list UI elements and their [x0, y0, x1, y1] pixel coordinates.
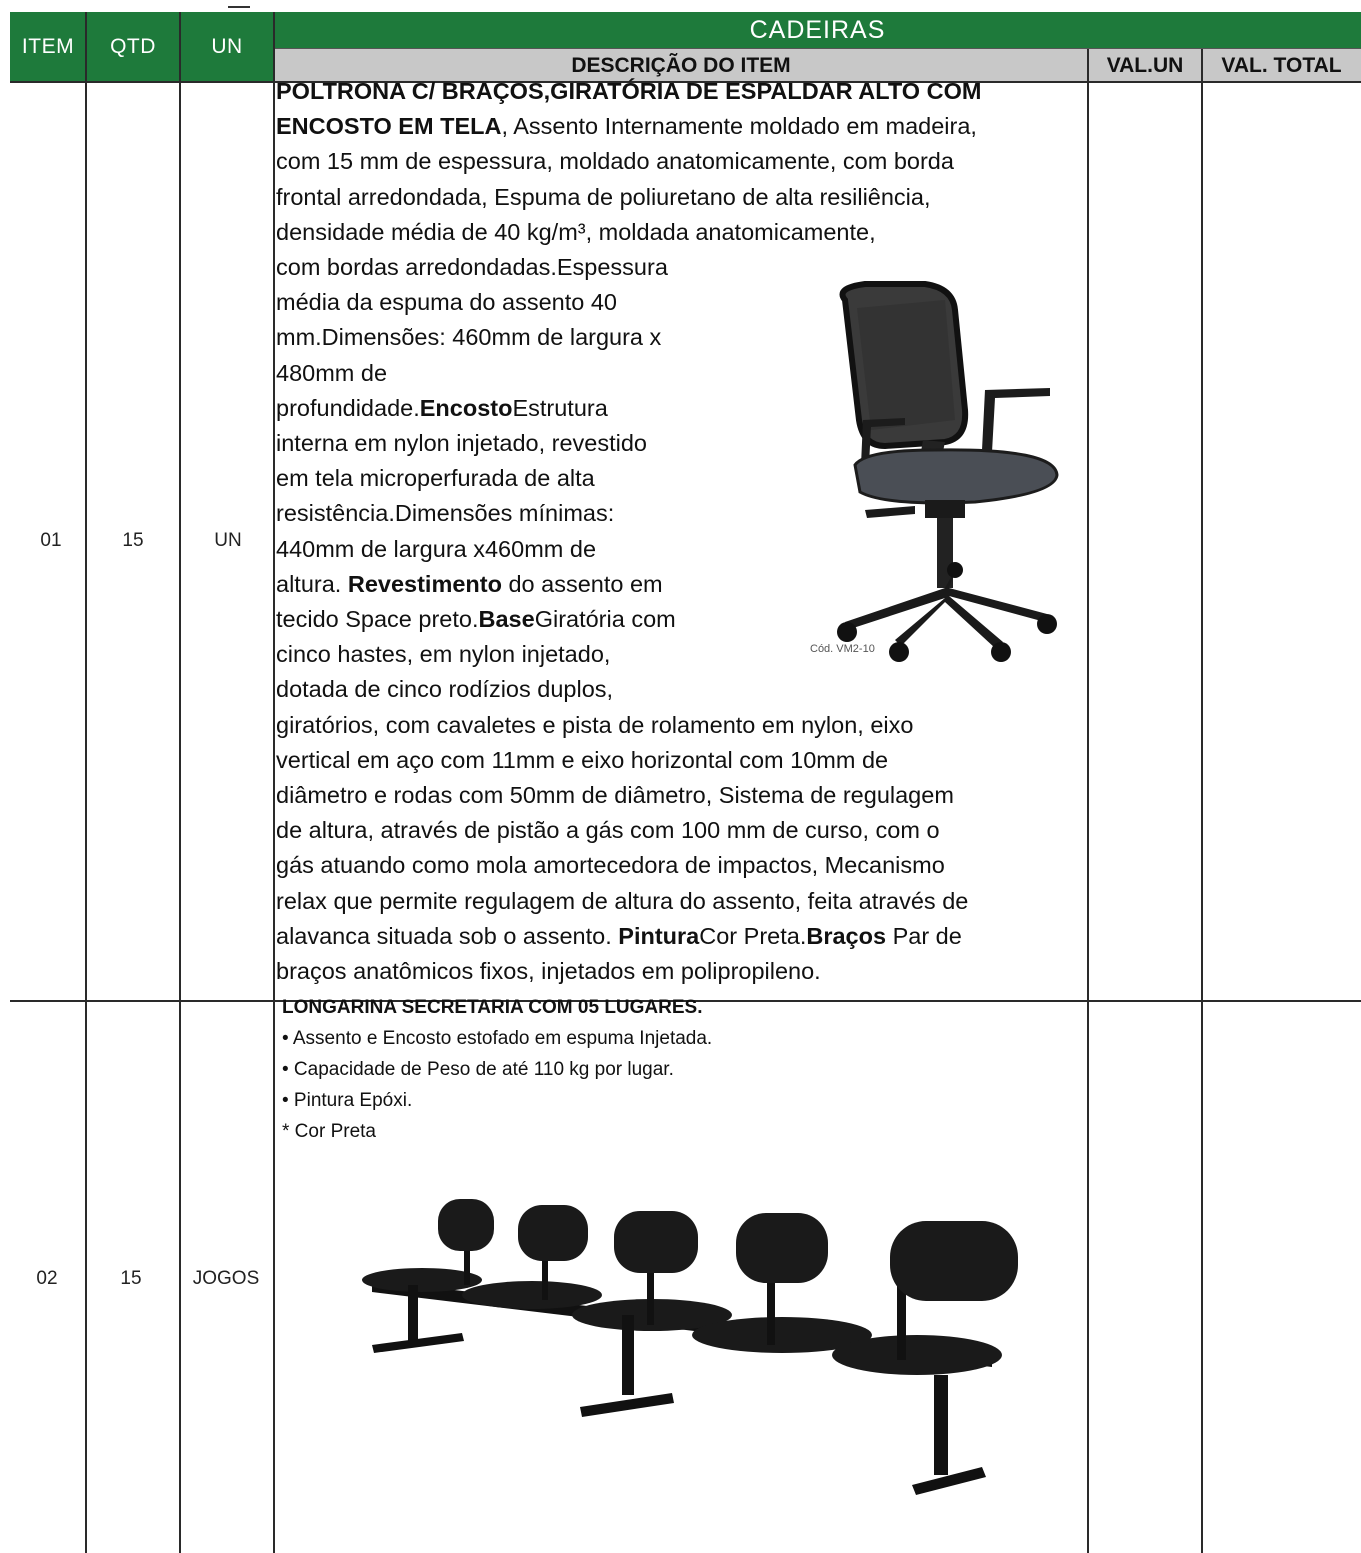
- header-val-un: VAL.UN: [1088, 49, 1202, 82]
- row1-text: Par de: [886, 922, 962, 949]
- row1-bold-term: Encosto: [419, 394, 513, 421]
- row1-text: diâmetro e rodas com 50mm de diâmetro, Sistema de regulagem: [276, 782, 954, 809]
- col-divider-item: [85, 12, 87, 1553]
- row1-text: Giratória com: [534, 606, 676, 633]
- row1-bold-term: Revestimento: [347, 570, 502, 597]
- row1-text: 480mm de: [276, 359, 388, 386]
- row1-title-line1: POLTRONA C/ BRAÇOS,GIRATÓRIA DE ESPALDAR ALTO COM: [276, 78, 982, 104]
- row1-text: interna em nylon injetado, revestido: [276, 430, 647, 457]
- row1-item: 01: [40, 530, 62, 551]
- row2-un: JOGOS: [192, 1268, 260, 1289]
- row1-text: resistência.Dimensões mínimas:: [276, 500, 615, 527]
- row1-text: gás atuando como mola amortecedora de impactos, Mecanismo: [276, 852, 945, 879]
- row1-text: frontal arredondada, Espuma de poliuretano de alta resiliência,: [276, 183, 931, 210]
- row2-bullet: • Assento e Encosto estofado em espuma Injetada.: [282, 1028, 713, 1049]
- row1-text: vertical em aço com 11mm e eixo horizontal com 10mm de: [276, 746, 889, 773]
- row1-text: Cor Preta.: [699, 922, 807, 949]
- row1-bold-term: Base: [478, 606, 535, 633]
- office-chair-image: [805, 270, 1065, 670]
- row1-text: giratórios, com cavaletes e pista de rolamento em nylon, eixo: [276, 711, 914, 738]
- row1-text: de altura, através de pistão a gás com 100 mm de curso, com o: [276, 817, 940, 844]
- top-edge: [0, 0, 1361, 12]
- row1-text: , Assento Internamente moldado em madeira,: [501, 113, 977, 140]
- header-description: DESCRIÇÃO DO ITEM: [274, 49, 1088, 82]
- row1-un: UN: [214, 530, 242, 551]
- row1-text: com bordas arredondadas.Espessura: [276, 254, 668, 281]
- row1-text: do assento em: [501, 570, 663, 597]
- row1-text: com 15 mm de espessura, moldado anatomicamente, com borda: [276, 148, 954, 175]
- row2-bullet: * Cor Preta: [282, 1121, 376, 1142]
- row1-bold-term: Braços: [806, 922, 887, 949]
- chair-code-caption: Cód. VM2-10: [810, 643, 875, 655]
- header-un: UN: [180, 12, 274, 82]
- col-divider-desc: [1087, 49, 1089, 1553]
- col-divider-valun: [1201, 49, 1203, 1553]
- row1-text: tecido Space preto.: [276, 606, 479, 633]
- col-divider-qtd: [179, 12, 181, 1553]
- row2-bullet: • Capacidade de Peso de até 110 kg por lugar.: [282, 1059, 674, 1080]
- row1-text: 440mm de largura x460mm de: [276, 535, 597, 562]
- row1-text: Estrutura: [512, 394, 608, 421]
- row2-qtd: 15: [120, 1268, 142, 1289]
- row1-text: cinco hastes, em nylon injetado,: [276, 641, 611, 668]
- row1-qtd: 15: [122, 530, 144, 551]
- row1-title-line2: ENCOSTO EM TELA: [276, 113, 502, 140]
- row1-text: em tela microperfurada de alta: [276, 465, 595, 492]
- row1-text: braços anatômicos fixos, injetados em polipropileno.: [276, 958, 821, 985]
- row2-description: [282, 993, 1072, 1147]
- header-inner-rule: [274, 48, 1361, 49]
- row1-text: dotada de cinco rodízios duplos,: [276, 676, 614, 703]
- row1-bold-term: Pintura: [618, 922, 700, 949]
- row1-text: média da espuma do assento 40: [276, 289, 617, 316]
- header-qtd: QTD: [86, 12, 180, 82]
- row1-text: densidade média de 40 kg/m³, moldada anatomicamente,: [276, 218, 876, 245]
- row1-text: alavanca situada sob o assento.: [276, 922, 619, 949]
- header-item: ITEM: [10, 12, 86, 82]
- bench-seating-image: [352, 1185, 1022, 1515]
- col-divider-un: [273, 12, 275, 1553]
- header-category: CADEIRAS: [274, 12, 1361, 49]
- row2-item: 02: [36, 1268, 58, 1289]
- row1-text: relax que permite regulagem de altura do assento, feita através de: [276, 887, 969, 914]
- row1-text: mm.Dimensões: 460mm de largura x: [276, 324, 662, 351]
- cut-off-text-fragment: [228, 0, 250, 8]
- header-val-total: VAL. TOTAL: [1202, 49, 1361, 82]
- row1-text: altura.: [276, 570, 348, 597]
- row2-title: LONGARINA SECRETARIA COM 05 LUGARES.: [282, 997, 703, 1018]
- row1-text: profundidade.: [276, 394, 420, 421]
- row2-bullet: • Pintura Epóxi.: [282, 1090, 413, 1111]
